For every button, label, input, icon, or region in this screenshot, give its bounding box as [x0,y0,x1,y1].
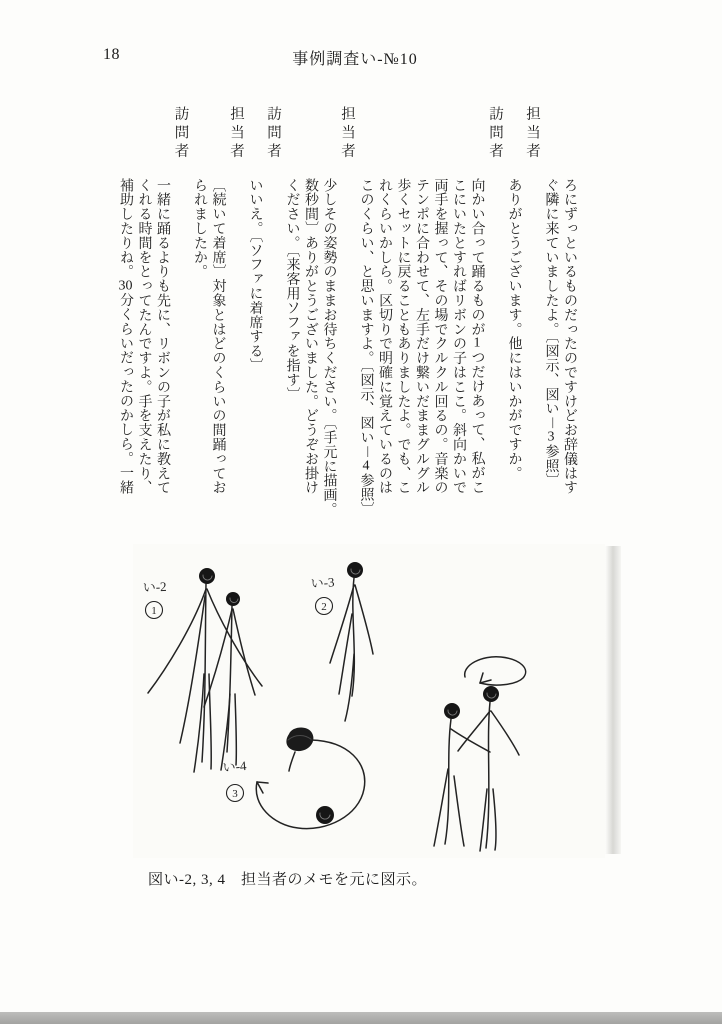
figure-caption: 図い-2, 3, 4 担当者のメモを元に図示。 [148,872,427,888]
svg-text:1: 1 [151,605,157,617]
stick-figure-head [483,686,499,702]
transcript-line: ください。〔来客用ソファを指す〕 [284,178,300,402]
sketch-group-i3 [310,562,373,721]
scan-edge-band [0,1012,722,1024]
stick-figure-head [347,562,363,578]
transcript-line: 〔続いて着席〕対象とはどのくらいの間踊ってお [210,178,226,495]
stick-figure-head [316,806,334,824]
speaker-label: 担当者 [228,106,244,162]
transcript-line: 歩くセットに戻ることもありましたよ。でも、こ [395,178,411,495]
sketch-group-pair [434,657,526,851]
transcript-line: ぐ隣に来ていましたよ。〔図示、図い－3参照〕 [543,178,559,488]
sketch-group-i2 [142,568,262,772]
header-title: 事例調査い-№10 [292,51,418,68]
sketch-label-i4: い-4 [221,757,248,775]
svg-text:2: 2 [321,601,327,613]
page-number: 18 [103,46,120,63]
transcript-line: ろにずっといるものだったのですけどお辞儀はす [562,178,577,495]
stick-figure-head [444,703,460,719]
speaker-label: 担当者 [524,106,540,162]
transcript-line: くれる時間をとってたんですよ。手を支えたり、 [136,178,152,495]
sketch-canvas [133,544,605,858]
scribble-figure [286,727,313,751]
transcript-line: いいえ。〔ソファに着席する〕 [247,178,263,373]
transcript-line: 向かい合って踊るものが1つだけあって、私がこ [469,178,485,495]
stick-figure-head [199,568,215,584]
transcript-line: ありがとうございます。他にはいかがですか。 [506,178,522,481]
transcript-line: 少しその姿勢のままお待ちください。〔手元に描画。 [321,178,337,517]
sketch-label-i3: い-3 [310,574,335,591]
speaker-label: 担当者 [339,106,355,162]
speaker-label: 訪問者 [487,106,503,162]
speaker-label: 訪問者 [265,106,281,162]
transcript-line: 数秒間〕ありがとうございました。どうぞお掛け [303,178,318,495]
sketch-group-i4 [222,727,365,828]
transcript-line: このくらい、と思いますよ。〔図示、図い－4参照〕 [358,178,374,517]
transcript-line: れくらいかしら。区切りで明確に覚えているのは [377,178,392,495]
transcript-line: 一緒に踊るよりも先に、リボンの子が私に教えて [155,178,170,495]
transcript [108,106,578,552]
rotation-arrow [465,657,526,685]
svg-text:3: 3 [232,788,238,800]
speaker-label: 訪問者 [172,106,189,162]
sketch-label-i2: い-2 [142,578,167,595]
transcript-line: られましたか。 [192,178,207,279]
transcript-line: 補助したりね。30分くらいだったのかしら。一緒 [118,178,133,495]
figure-sketch [133,544,605,858]
transcript-line: こにいたとすればリボンの子はここ。斜向かいで [451,178,466,495]
circular-arrow [256,740,364,829]
transcript-line: テンポに合わせて、左手だけ繋いだままグルグル [414,178,429,495]
transcript-line: 両手を握って、その場でクルクル回るの。音楽の [432,178,448,495]
